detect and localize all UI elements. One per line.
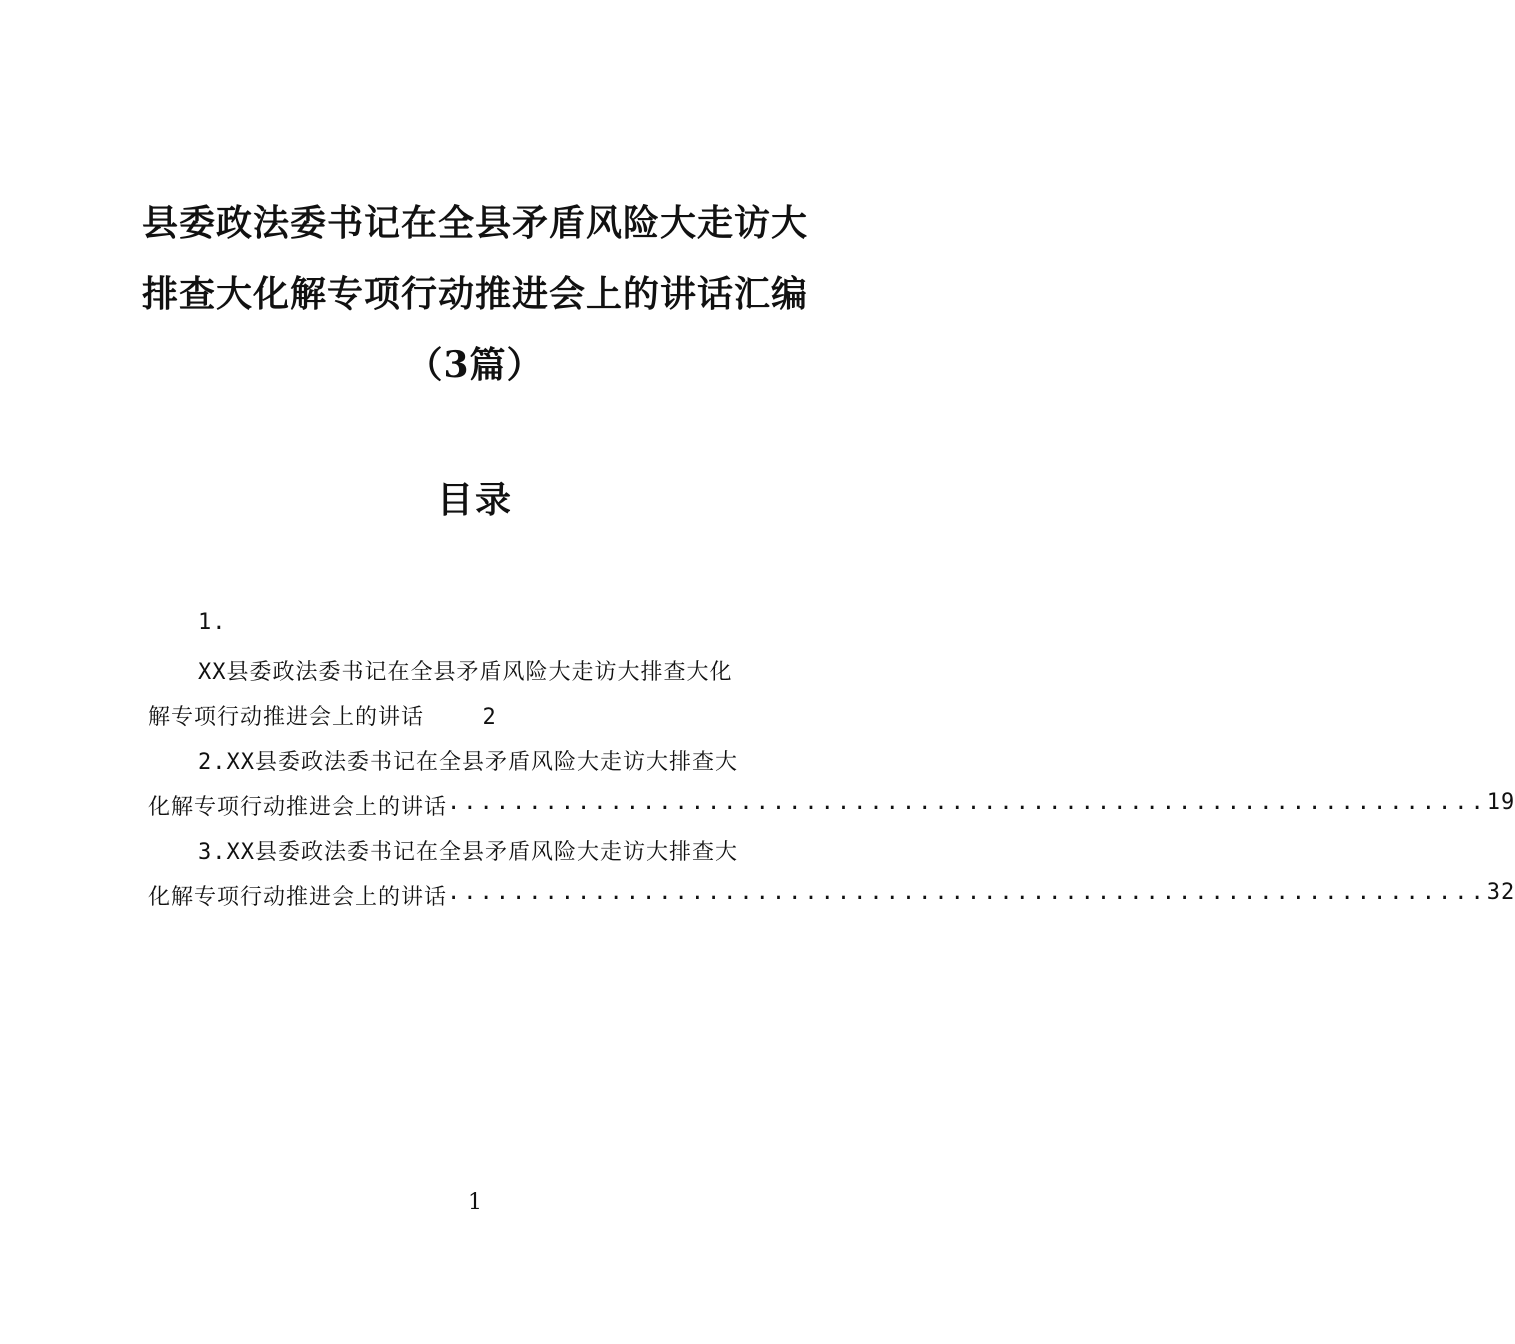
toc-entry-1-page: 2: [482, 705, 497, 730]
toc-entry-1-line-2[interactable]: [148, 700, 497, 731]
toc-entry-3-line-2[interactable]: [148, 880, 1515, 911]
document-title-line-1: 县委政法委书记在全县矛盾风险大走访大: [141, 202, 808, 244]
toc-entry-3-leader: ................................................................: [447, 880, 1487, 905]
toc-entry-2-text: 化解专项行动推进会上的讲话: [148, 795, 448, 820]
toc-entry-2-leader: ................................................................: [447, 790, 1487, 815]
toc-entry-1-number: 1.: [198, 610, 227, 635]
toc-entry-1-text: 解专项行动推进会上的讲话: [148, 705, 425, 730]
document-title-line-2: 排查大化解专项行动推进会上的讲话汇编: [141, 273, 808, 315]
toc-entry-2-page: 19: [1486, 790, 1515, 815]
toc-entry-3-text: 化解专项行动推进会上的讲话: [148, 885, 448, 910]
toc-heading: 目录: [436, 479, 513, 521]
page-number: 1: [468, 1190, 482, 1215]
toc-entry-2-line-2[interactable]: [148, 790, 1515, 821]
document-title-line-3: （3篇）: [406, 344, 544, 386]
toc-entry-3-page: 32: [1486, 880, 1515, 905]
toc-entry-2-line-1[interactable]: 2.XX县委政法委书记在全县矛盾风险大走访大排查大: [198, 750, 738, 775]
toc-entry-3-line-1[interactable]: 3.XX县委政法委书记在全县矛盾风险大走访大排查大: [198, 840, 738, 865]
toc-entry-1-line-1[interactable]: XX县委政法委书记在全县矛盾风险大走访大排查大化: [198, 660, 733, 685]
